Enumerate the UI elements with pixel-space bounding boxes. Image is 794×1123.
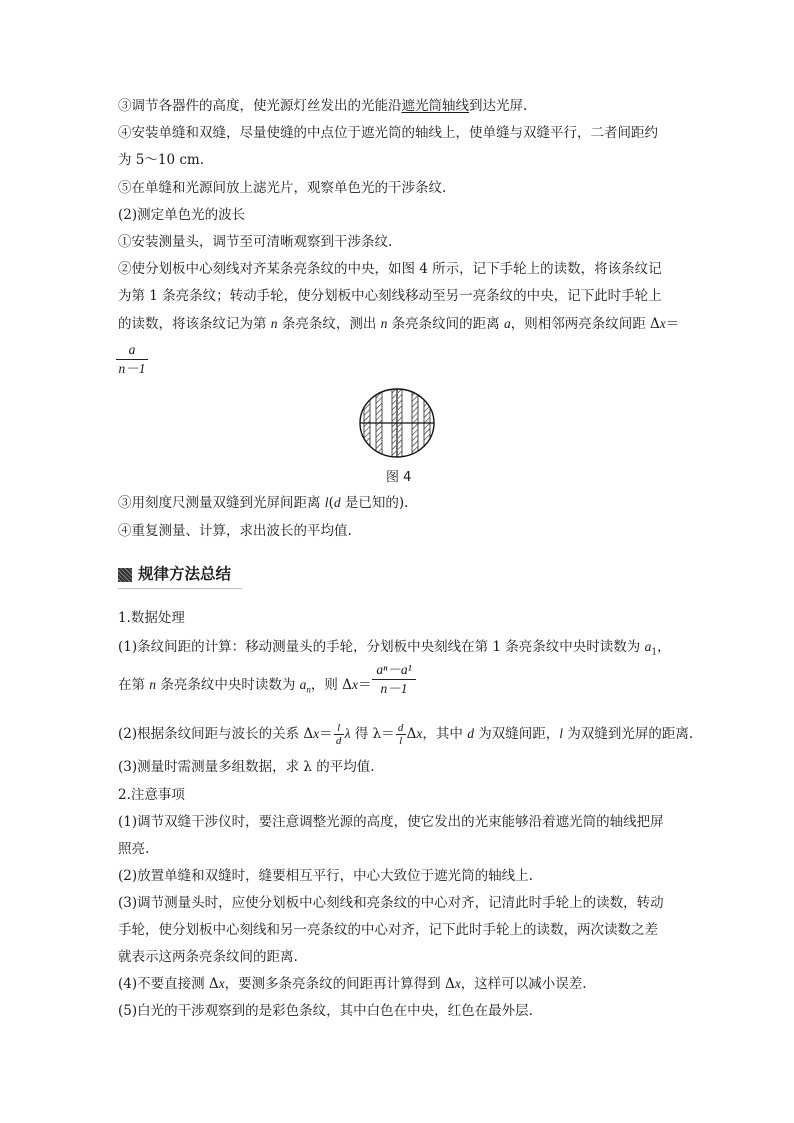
summary-1-line-1 <box>118 638 671 662</box>
t: 在第 <box>118 677 150 693</box>
fraction-denominator: n－1 <box>380 681 408 696</box>
fraction-readings <box>372 662 416 697</box>
t: (4)不要直接测 Δ <box>118 976 219 992</box>
var-a: a <box>644 639 652 654</box>
subscript: 1 <box>651 647 658 658</box>
t: ，则 Δ <box>310 677 352 693</box>
t: ，这样可以减小误差. <box>460 976 587 992</box>
summary-1-line-2 <box>118 676 371 699</box>
t: ，则相邻两亮条纹间距 Δ <box>510 316 660 332</box>
measure-step-4: ④重复测量、计算，求出波长的平均值. <box>118 523 352 539</box>
var-d: d <box>467 726 474 741</box>
var-x: x <box>416 726 423 741</box>
fraction-a-over-n-minus-1 <box>116 342 148 377</box>
var-a: a <box>299 677 307 692</box>
note-4 <box>118 975 587 993</box>
var-lambda: λ <box>344 726 351 741</box>
measure-step-2-line-2: 为第 1 条亮条纹；转动手轮，使分划板中心刻线移动至另一亮条纹的中央，记下此时手轮上 <box>118 288 662 304</box>
t: 条亮条纹，测出 <box>277 316 381 332</box>
measure-step-3 <box>118 494 408 512</box>
section-heading <box>118 564 242 588</box>
t: ＝ <box>665 316 680 332</box>
note-3-line-2: 手轮，使分划板中心刻线和另一亮条纹的中心对齐，记下此时手轮上的读数，两次读数之差 <box>118 922 658 938</box>
fraction-l-over-d <box>334 722 344 747</box>
t: ， <box>657 639 671 655</box>
note-1-line-1: (1)调节双缝干涉仪时，要注意调整光源的高度，使它发出的光束能够沿着遮光筒的轴线把屏 <box>118 814 664 830</box>
t: 是已知的). <box>340 495 409 511</box>
var-x: x <box>351 677 358 692</box>
step-3-underlined: 遮光筒轴线 <box>401 98 469 114</box>
t: ＝ <box>357 677 372 693</box>
step-4-line-2: 为 5～10 cm. <box>118 152 205 168</box>
var-a: a <box>503 316 511 331</box>
t: 得 λ＝ <box>350 726 395 742</box>
note-5: (5)白光的干涉观察到的是彩色条纹，其中白色在中央，红色在最外层. <box>118 1003 533 1019</box>
note-3-line-1: (3)调节测量头时，应使分划板中心刻线和亮条纹的中心对齐，记清此时手轮上的读数，转动 <box>118 895 664 911</box>
t: 条亮条纹中央时读数为 <box>156 677 300 693</box>
summary-2 <box>118 722 693 747</box>
section-marker-icon <box>118 568 132 582</box>
var-n: n <box>149 677 157 692</box>
fraction-d-over-l <box>396 722 406 747</box>
measure-step-1: ①安装测量头，调节至可清晰观察到干涉条纹. <box>118 234 393 250</box>
measure-step-2-line-3 <box>118 315 679 333</box>
figure-caption: 图 4 <box>386 470 412 485</box>
t: ③用刻度尺测量双缝到光屏间距离 <box>118 495 325 511</box>
measure-step-2-line-1: ②使分划板中心刻线对齐某条亮条纹的中央，如图 4 所示，记下手轮上的读数，将该条纹记 <box>118 261 662 277</box>
fraction-denominator: l <box>399 735 403 747</box>
t: 为双缝间距， <box>473 726 560 742</box>
t: (2)根据条纹间距与波长的关系 Δ <box>118 726 314 742</box>
t: ，要测多条亮条纹的间距再计算得到 Δ <box>224 976 455 992</box>
var-x: x <box>454 976 461 991</box>
t: 为双缝到光屏的距离. <box>563 726 694 742</box>
fraction-denominator: d <box>335 735 342 747</box>
t: ＝ <box>319 726 333 742</box>
note-3-line-3: 就表示这两条亮条纹间的距离. <box>118 949 298 965</box>
fraction-numerator: a <box>128 342 136 357</box>
summary-heading-2: 2.注意事项 <box>118 787 185 803</box>
fraction-numerator: l <box>337 722 341 734</box>
step-3 <box>118 97 527 115</box>
var-x: x <box>659 316 666 331</box>
var-x: x <box>313 726 320 741</box>
t: Δ <box>406 726 417 742</box>
var-d: d <box>333 495 341 510</box>
section-title: 规律方法总结 <box>138 565 232 583</box>
note-1-line-2: 照亮. <box>118 841 150 857</box>
subscript: n <box>306 684 311 695</box>
summary-heading-1: 1.数据处理 <box>118 610 185 626</box>
fringe-figure <box>358 387 436 459</box>
subheading-measure-wavelength: (2)测定单色光的波长 <box>118 207 246 223</box>
t: ，其中 <box>422 726 468 742</box>
t: (1)条纹间距的计算：移动测量头的手轮，分划板中央刻线在第 1 条亮条纹中央时读数为 <box>118 639 645 655</box>
summary-3: (3)测量时需测量多组数据，求 λ 的平均值. <box>118 759 375 775</box>
step-3-text: ③调节各器件的高度，使光源灯丝发出的光能沿 <box>118 98 402 114</box>
fraction-numerator: aⁿ－a¹ <box>376 662 412 677</box>
fraction-denominator: n－1 <box>118 361 146 376</box>
step-3-end: 到达光屏. <box>469 98 528 114</box>
step-5: ⑤在单缝和光源间放上滤光片，观察单色光的干涉条纹. <box>118 180 447 196</box>
var-n: n <box>380 316 388 331</box>
t: ( <box>328 495 334 511</box>
step-4-line-1: ④安装单缝和双缝，尽量使缝的中点位于遮光筒的轴线上，使单缝与双缝平行，二者间距约 <box>118 125 658 141</box>
t: 条亮条纹间的距离 <box>387 316 504 332</box>
note-2: (2)放置单缝和双缝时，缝要相互平行，中心大致位于遮光筒的轴线上. <box>118 868 533 884</box>
var-x: x <box>218 976 225 991</box>
var-l: l <box>559 726 564 741</box>
var-l: l <box>324 495 329 510</box>
var-n: n <box>270 316 278 331</box>
t: 的读数，将该条纹记为第 <box>118 316 271 332</box>
fraction-numerator: d <box>397 722 404 734</box>
